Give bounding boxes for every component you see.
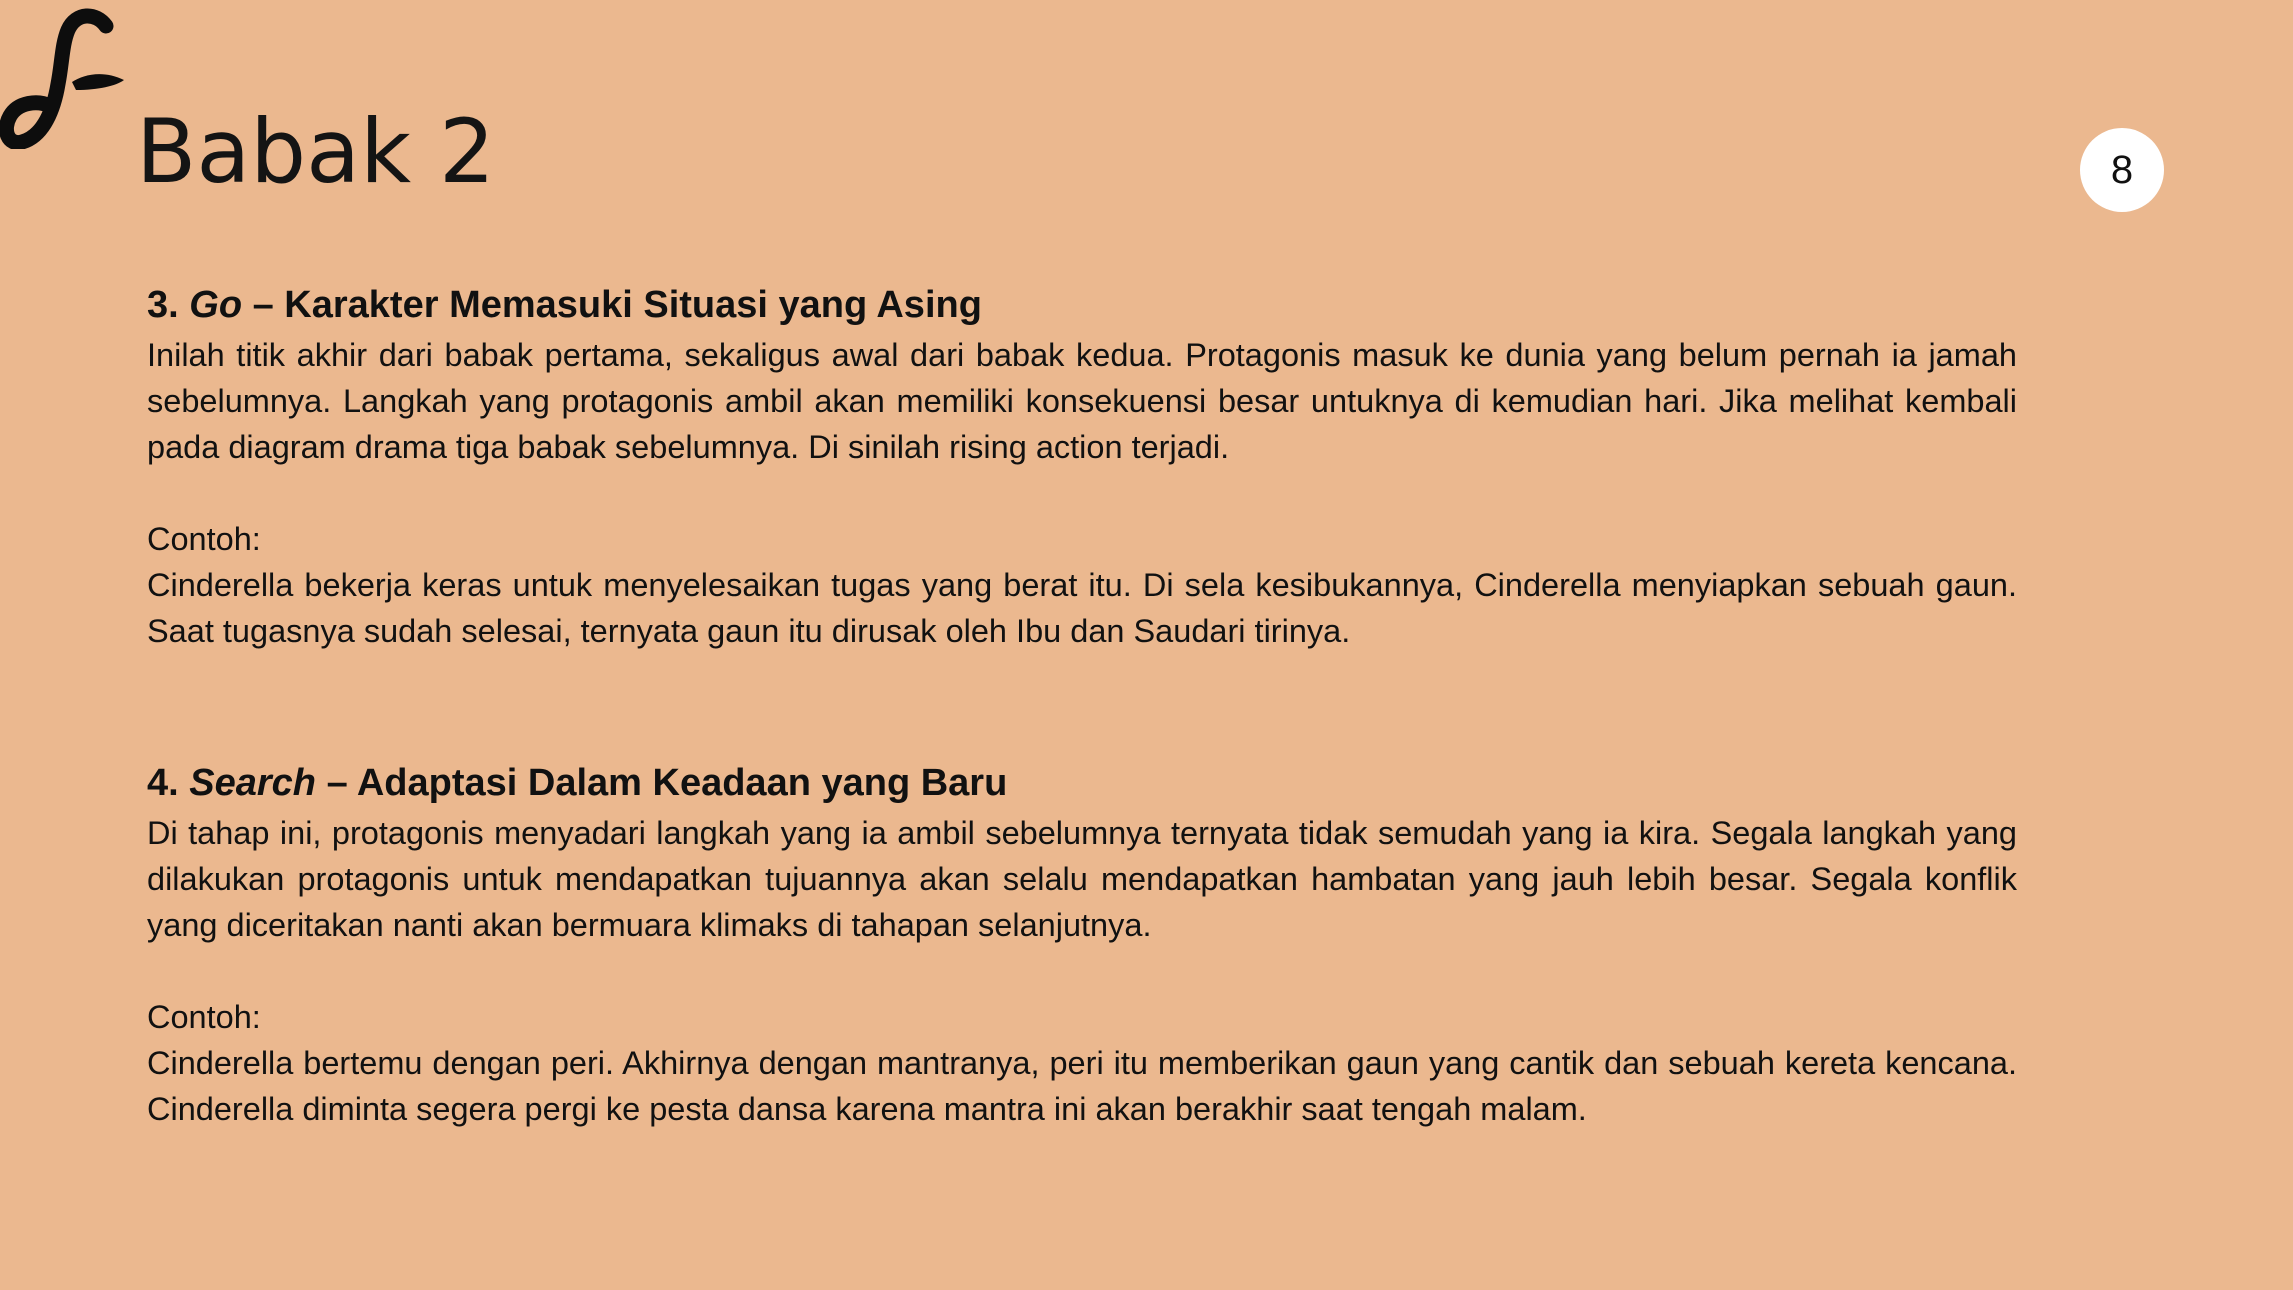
example-label: Contoh: xyxy=(147,521,261,557)
page-number-badge xyxy=(2080,128,2164,212)
section-heading-search xyxy=(147,756,2017,810)
section-title: – Adaptasi Dalam Keadaan yang Baru xyxy=(326,762,1008,804)
section-number: 4. xyxy=(147,762,179,804)
section-body: Di tahap ini, protagonis menyadari langkah yang ia ambil sebelumnya ternyata tidak semudah yang ia kira. Segala langkah yang dilakukan protagonis untuk mendapatkan tujuannya akan selalu mendapatkan hambatan yang jauh lebih besar. Segala konflik yang diceritakan nanti akan bermuara klimaks di tahapan selanjutnya. xyxy=(147,815,2017,943)
page-number: 8 xyxy=(2110,147,2134,192)
page-title: Babak 2 xyxy=(136,100,496,203)
spacer xyxy=(147,470,2017,516)
section-keyword: Search xyxy=(189,762,317,804)
example-text: Cinderella bekerja keras untuk menyelesaikan tugas yang berat itu. Di sela kesibukannya, Cinderella menyiapkan sebuah gaun. Saat tugasnya sudah selesai, ternyata gaun itu dirusak oleh Ibu dan Saudari tirinya. xyxy=(147,567,2017,649)
example-label: Contoh: xyxy=(147,999,261,1035)
spacer xyxy=(147,654,2017,756)
example-text: Cinderella bertemu dengan peri. Akhirnya dengan mantranya, peri itu memberikan gaun yang cantik dan sebuah kereta kencana. Cinderella diminta segera pergi ke pesta dansa karena mantra ini akan berakhir saat tengah malam. xyxy=(147,1045,2017,1127)
section-heading-go xyxy=(147,278,2017,332)
section-body: Inilah titik akhir dari babak pertama, sekaligus awal dari babak kedua. Protagonis masuk ke dunia yang belum pernah ia jamah sebelumnya. Langkah yang protagonis ambil akan memiliki konsekuensi besar untuknya di kemudian hari. Jika melihat kembali pada diagram drama tiga babak sebelumnya. Di sinilah rising action terjadi. xyxy=(147,337,2017,465)
slide-content xyxy=(147,278,2017,1132)
section-title: – Karakter Memasuki Situasi yang Asing xyxy=(252,284,982,326)
section-keyword: Go xyxy=(189,284,243,326)
spacer xyxy=(147,948,2017,994)
section-number: 3. xyxy=(147,284,179,326)
script-f-logo-icon xyxy=(0,4,135,149)
